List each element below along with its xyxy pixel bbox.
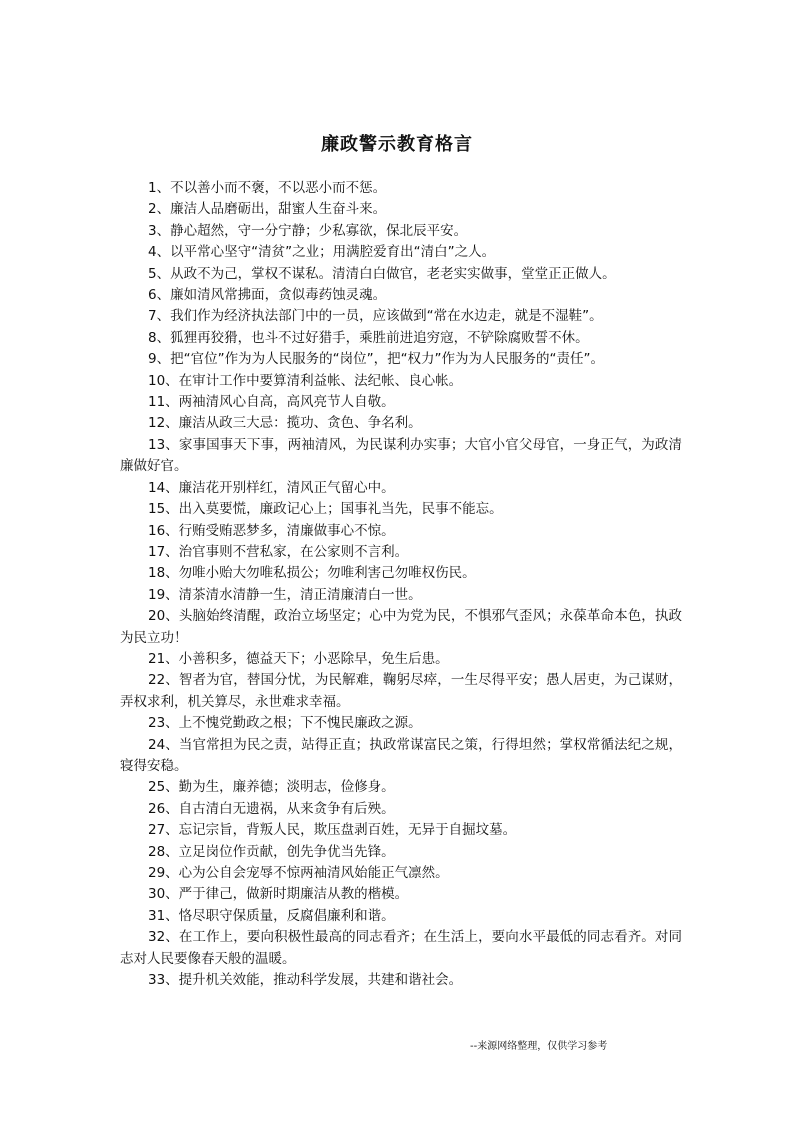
- motto-item: 32、在工作上，要向积极性最高的同志看齐；在生活上，要向水平最低的同志看齐。对同志对人民要像春天般的温暖。: [120, 929, 682, 967]
- motto-item: 22、智者为官，替国分忧，为民解难，鞠躬尽瘁，一生尽得平安；愚人居吏，为己谋财，弄权求利，机关算尽，永世难求幸福。: [120, 672, 682, 710]
- motto-item: 23、上不愧党勤政之根；下不愧民廉政之源。: [148, 715, 422, 732]
- motto-item: 5、从政不为己，掌权不谋私。清清白白做官，老老实实做事，堂堂正正做人。: [148, 265, 616, 282]
- motto-item: 1、不以善小而不褒，不以恶小而不惩。: [148, 180, 387, 196]
- motto-item: 6、廉如清风常拂面，贪似毒药蚀灵魂。: [148, 287, 387, 304]
- motto-item: 14、廉洁花开别样红，清风正气留心中。: [148, 479, 395, 496]
- motto-item: 28、立足岗位作贡献，创先争优当先锋。: [148, 843, 395, 860]
- motto-list: [120, 178, 682, 991]
- motto-item: 12、廉洁从政三大忌：揽功、贪色、争名利。: [148, 415, 422, 432]
- motto-item: 8、狐狸再狡猾，也斗不过好猎手，乘胜前进追穷寇，不铲除腐败誓不休。: [148, 329, 589, 346]
- motto-item: 26、自古清白无遗祸，从来贪争有后殃。: [148, 800, 395, 817]
- motto-item: 9、把“官位”作为为人民服务的“岗位”，把“权力”作为为人民服务的“责任”。: [148, 351, 605, 368]
- motto-item: 11、两袖清风心自高，高风亮节人自敬。: [148, 394, 395, 411]
- motto-item: 13、家事国事天下事，两袖清风，为民谋利办实事；大官小官父母官，一身正气，为政清廉做好官。: [120, 436, 682, 475]
- motto-item: 29、心为公自会宠辱不惊两袖清风始能正气凛然。: [148, 865, 449, 881]
- motto-item: 18、勿唯小贻大勿唯私损公；勿唯利害己勿唯权伤民。: [148, 565, 476, 582]
- motto-item: 19、清茶清水清静一生，清正清廉清白一世。: [148, 586, 422, 603]
- motto-item: 33、提升机关效能，推动科学发展，共建和谐社会。: [148, 972, 463, 989]
- motto-item: 24、当官常担为民之责，站得正直；执政常谋富民之策，行得坦然；掌权常循法纪之规，寝得安稳。: [120, 736, 682, 774]
- motto-item: 15、出入莫要慌，廉政记心上；国事礼当先，民事不能忘。: [148, 501, 503, 518]
- motto-item: 10、在审计工作中要算清利益帐、法纪帐、良心帐。: [148, 372, 463, 389]
- document-title: 廉政警示教育格言: [321, 134, 473, 155]
- motto-item: 16、行贿受贿恶梦多，清廉做事心不惊。: [148, 522, 395, 539]
- motto-item: 21、小善积多，德益天下；小恶除早，免生后患。: [148, 650, 449, 667]
- motto-item: 17、治官事则不营私家，在公家则不言利。: [148, 543, 409, 560]
- motto-item: 31、恪尽职守保质量，反腐倡廉利和谐。: [148, 907, 395, 924]
- motto-item: 25、勤为生，廉养德；淡明志，俭修身。: [148, 779, 395, 796]
- motto-item: 4、以平常心坚守“清贫”之业；用满腔爱育出“清白”之人。: [148, 244, 496, 261]
- source-note: --来源网络整理，仅供学习参考: [470, 1041, 608, 1052]
- motto-item: 7、我们作为经济执法部门中的一员，应该做到“常在水边走，就是不湿鞋”。: [148, 308, 603, 325]
- motto-item: 30、严于律己，做新时期廉洁从教的楷模。: [148, 886, 409, 903]
- motto-item: 20、头脑始终清醒，政治立场坚定；心中为党为民，不惧邪气歪风；永葆革命本色，执政为民立功！: [120, 608, 682, 646]
- motto-item: 3、静心超然，守一分宁静；少私寡欲，保北辰平安。: [148, 222, 468, 239]
- motto-item: 2、廉洁人品磨砺出，甜蜜人生奋斗来。: [148, 201, 387, 218]
- motto-item: 27、忘记宗旨，背叛人民，欺压盘剥百姓，无异于自掘坟墓。: [148, 822, 517, 839]
